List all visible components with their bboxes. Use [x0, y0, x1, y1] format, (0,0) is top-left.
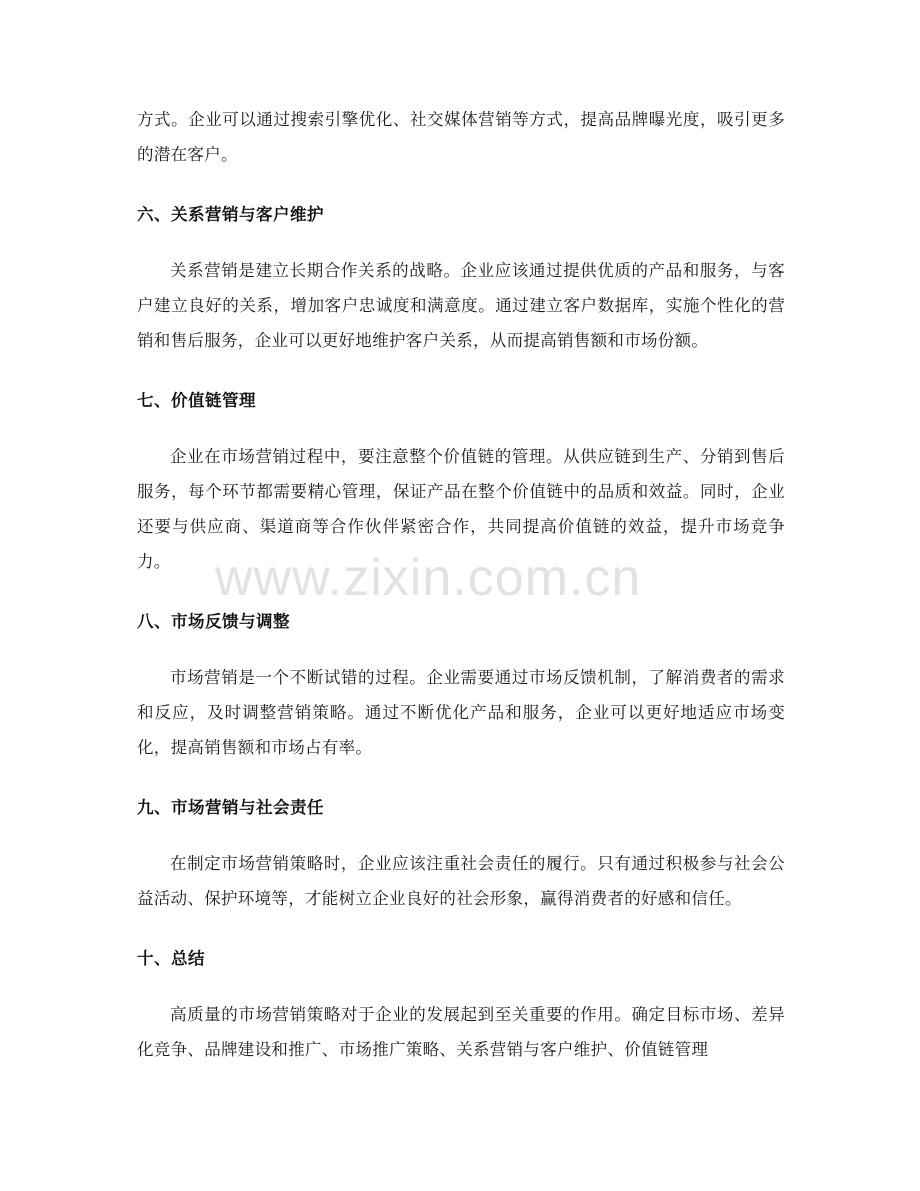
document-page	[137, 102, 785, 1067]
paragraph-section-8: 市场营销是一个不断试错的过程。企业需要通过市场反馈机制，了解消费者的需求和反应，及时调整营销策略。通过不断优化产品和服务，企业可以更好地适应市场变化，提高销售额和市场占有率。	[137, 668, 785, 757]
paragraph-section-6: 关系营销是建立长期合作关系的战略。企业应该通过提供优质的产品和服务，与客户建立良好的关系，增加客户忠诚度和满意度。通过建立客户数据库，实施个性化的营销和售后服务，企业可以更好地维护客户关系，从而提高销售额和市场份额。	[137, 261, 785, 350]
watermark-text: www.zixin.com.cn	[215, 549, 642, 607]
paragraph-intro-continuation: 方式。企业可以通过搜索引擎优化、社交媒体营销等方式，提高品牌曝光度，吸引更多的潜在客户。	[137, 110, 785, 164]
section-heading-6: 六、关系营销与客户维护	[137, 205, 324, 224]
paragraph-section-7: 企业在市场营销过程中，要注意整个价值链的管理。从供应链到生产、分销到售后服务，每个环节都需要精心管理，保证产品在整个价值链中的品质和效益。同时，企业还要与供应商、渠道商等合作伙伴紧密合作，共同提高价值链的效益，提升市场竞争力。	[137, 447, 785, 571]
section-heading-7: 七、价值链管理	[137, 391, 256, 410]
paragraph-section-10: 高质量的市场营销策略对于企业的发展起到至关重要的作用。确定目标市场、差异化竞争、品牌建设和推广、市场推广策略、关系营销与客户维护、价值链管理	[137, 1005, 785, 1059]
section-heading-8: 八、市场反馈与调整	[137, 612, 290, 631]
section-heading-9: 九、市场营销与社会责任	[137, 798, 324, 817]
section-heading-10: 十、总结	[137, 949, 205, 968]
paragraph-section-9: 在制定市场营销策略时，企业应该注重社会责任的履行。只有通过积极参与社会公益活动、保护环境等，才能树立企业良好的社会形象，赢得消费者的好感和信任。	[137, 854, 785, 908]
